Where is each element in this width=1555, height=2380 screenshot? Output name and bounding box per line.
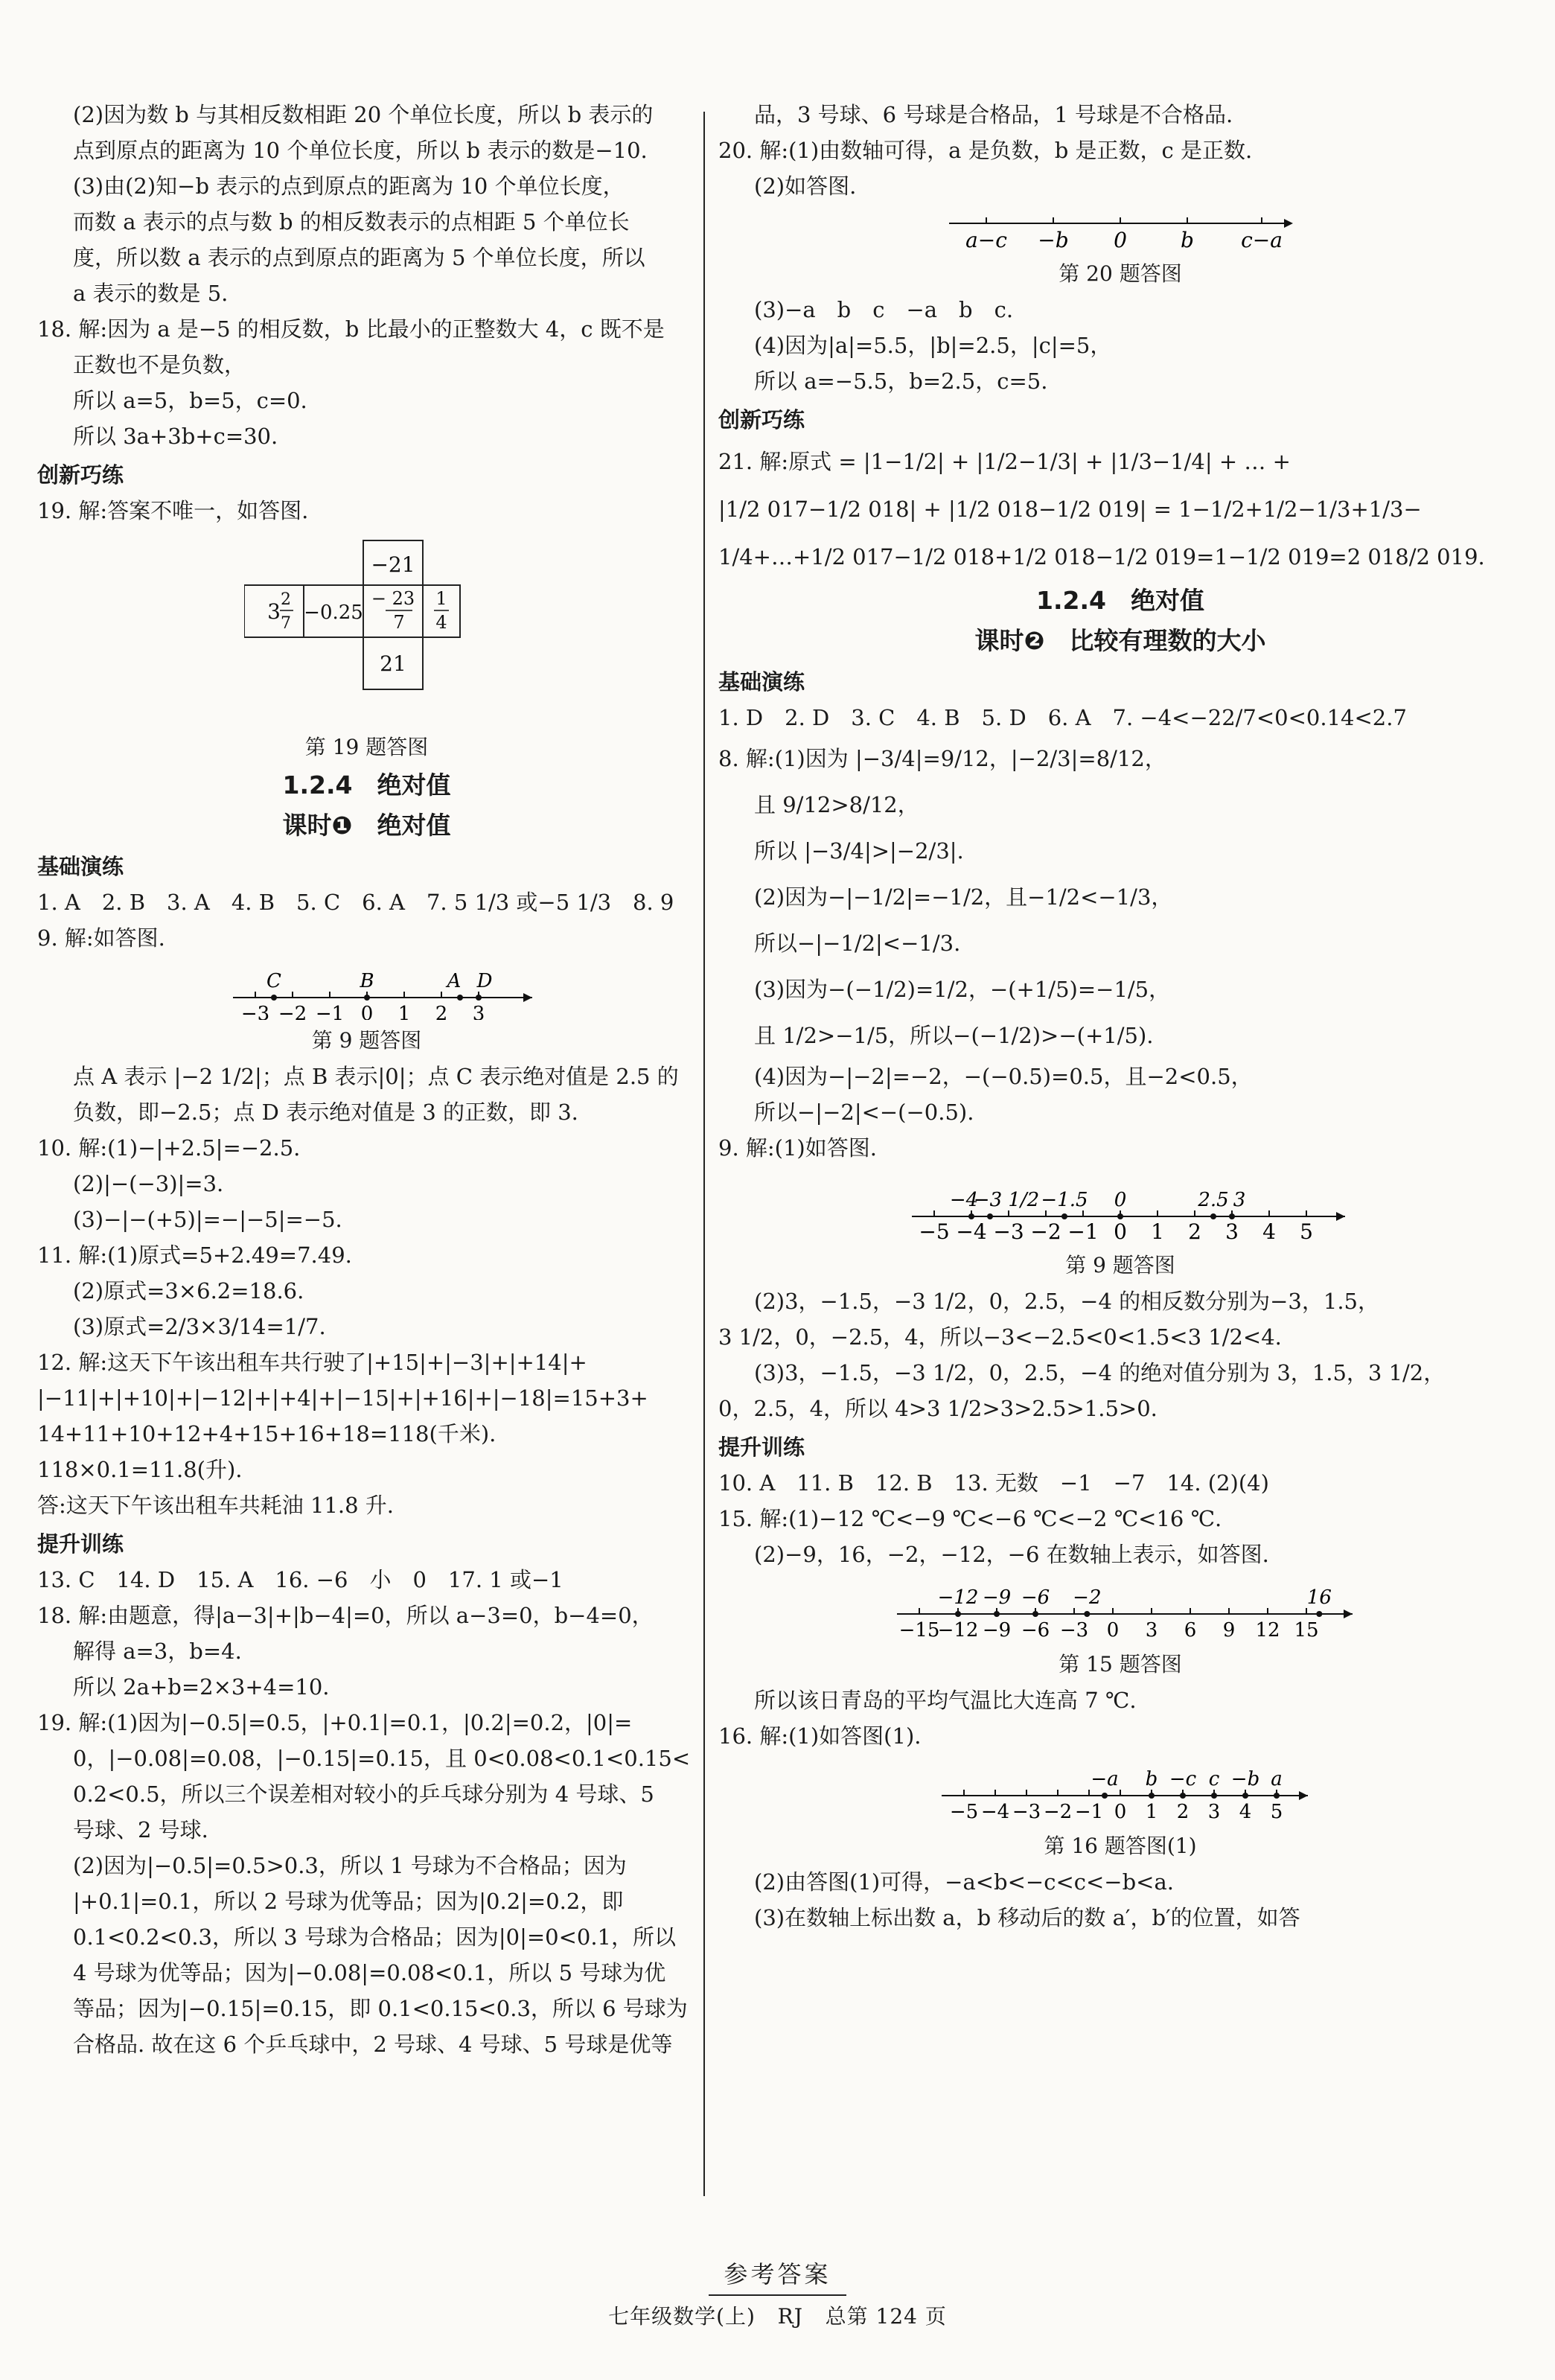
point-label: b: [1181, 228, 1194, 252]
point-label: −12: [937, 1586, 979, 1609]
tick-label: 0: [360, 1003, 373, 1020]
point-label: 0: [1114, 1189, 1127, 1211]
svg-text:7: 7: [392, 612, 405, 633]
footer-grade: 七年级数学(上): [608, 2304, 756, 2329]
q8-line: (3)因为−(−1/2)=1/2，−(+1/5)=−1/5，: [754, 977, 1171, 1002]
point-dot: [271, 995, 277, 1001]
svg-text:3: 3: [266, 599, 281, 624]
q9b-line: (3)3，−1.5，−3 1/2，0，2.5，−4 的绝对值分别为 3，1.5，3 1/2，: [754, 1360, 1446, 1385]
tick-label: −4: [956, 1219, 987, 1244]
q12-line: 12. 解:这天下午该出租车共行驶了|+15|+|−3|+|+14|+: [37, 1350, 587, 1375]
tick-label: −1: [1067, 1219, 1099, 1244]
text-line: (2)因为数 b 与其相反数相距 20 个单位长度，所以 b 表示的: [73, 102, 654, 127]
number-line-q20: [942, 208, 1299, 253]
section-heading: 创新巧练: [37, 462, 124, 488]
tick-label: 0: [1106, 1619, 1120, 1642]
q20-line: 20. 解:(1)由数轴可得，a 是负数，b 是正数，c 是正数.: [718, 138, 1253, 163]
point-label: −c: [1169, 1768, 1197, 1790]
figure-caption: 第 15 题答图: [1059, 1652, 1182, 1676]
tick-label: −5: [949, 1801, 979, 1823]
q9b-line: 3 1/2，0，−2.5，4，所以−3<−2.5<0<1.5<3 1/2<4.: [718, 1324, 1282, 1350]
tick-label: 12: [1255, 1619, 1280, 1642]
tick-label: −9: [982, 1619, 1012, 1642]
tick-label: −4: [980, 1801, 1010, 1823]
q10-line: (2)|−(−3)|=3.: [73, 1171, 224, 1196]
tick-label: 5: [1270, 1801, 1283, 1823]
q8-line: 所以−|−2|<−(−0.5).: [754, 1100, 974, 1125]
tick-label: −6: [1021, 1619, 1050, 1642]
q16b-line: (2)由答图(1)可得，−a<b<−c<c<−b<a.: [754, 1869, 1174, 1895]
tick-label: −3: [1012, 1801, 1041, 1823]
tick-label: −3: [1059, 1619, 1089, 1642]
tick-label: 15: [1294, 1619, 1319, 1642]
point-dot: [476, 995, 482, 1001]
svg-text:1: 1: [435, 588, 447, 609]
point-dot: [1210, 1213, 1216, 1219]
point-dot: [457, 995, 463, 1001]
section-heading: 提升训练: [718, 1435, 805, 1460]
q9-text: 负数，即−2.5；点 D 表示绝对值是 3 的正数，即 3.: [73, 1100, 578, 1125]
q18-line: 所以 3a+3b+c=30.: [73, 424, 278, 449]
q11-line: (3)原式=2/3×3/14=1/7.: [73, 1314, 326, 1339]
q19b-line: 0.2<0.5，所以三个误差相对较小的乒乓球分别为 4 号球、5: [73, 1781, 654, 1807]
text-line: 品，3 号球、6 号球是合格品，1 号球是不合格品.: [754, 102, 1233, 127]
tick-label: 6: [1184, 1619, 1197, 1642]
point-dot: [968, 1213, 974, 1219]
q12-line: 答:这天下午该出租车共耗油 11.8 升.: [37, 1493, 394, 1518]
point-dot: [1242, 1793, 1248, 1799]
q19b-line: 合格品. 故在这 6 个乒乓球中，2 号球、4 号球、5 号球是优等: [73, 2032, 673, 2057]
cube-net-figure: [244, 533, 490, 727]
tick-label: −15: [898, 1619, 940, 1642]
q10-line: (3)−|−(+5)|=−|−5|=−5.: [73, 1207, 342, 1232]
q15-line: (2)−9，16，−2，−12，−6 在数轴上表示，如答图.: [754, 1542, 1269, 1567]
point-label: −6: [1021, 1586, 1050, 1609]
left-column: [37, 97, 696, 2062]
column-divider: [703, 112, 705, 2196]
point-label: −3 1/2: [973, 1189, 1040, 1211]
q8-line: 且 1/2>−1/5，所以−(−1/2)>−(+1/5).: [754, 1023, 1154, 1048]
q19b-line: 号球、2 号球.: [73, 1817, 208, 1843]
q9-line: 9. 解:如答图.: [37, 925, 165, 951]
tick-label: 5: [1300, 1219, 1313, 1244]
tick-label: 9: [1222, 1619, 1236, 1642]
text-line: a 表示的数是 5.: [73, 281, 229, 306]
q9-line: 9. 解:(1)如答图.: [718, 1135, 877, 1161]
page-footer: [0, 2256, 1555, 2330]
point-label: −9: [982, 1586, 1012, 1609]
point-label: b: [1145, 1768, 1158, 1790]
tick-label: 2: [1176, 1801, 1190, 1823]
point-label: −4: [949, 1189, 979, 1211]
q19b-line: 0.1<0.2<0.3，所以 3 号球为合格品；因为|0|=0<0.1，所以: [73, 1924, 677, 1950]
tick-label: −3: [993, 1219, 1024, 1244]
q8-line: 所以−|−1/2|<−1/3.: [754, 931, 961, 956]
q8-line: 且 9/12>8/12，: [754, 792, 919, 817]
answers-line: 1. D 2. D 3. C 4. B 5. D 6. A 7. −4<−22/7<0<0.14<2.7: [718, 705, 1407, 730]
tick-label: −5: [919, 1219, 950, 1244]
tick-label: 4: [1262, 1219, 1276, 1244]
q19b-line: (2)因为|−0.5|=0.5>0.3，所以 1 号球为不合格品；因为: [73, 1853, 627, 1878]
q19-line: 19. 解:答案不唯一，如答图.: [37, 498, 309, 523]
point-label: 16: [1306, 1586, 1332, 1609]
q20b-line: 所以 a=−5.5，b=2.5，c=5.: [754, 369, 1048, 394]
tick-label: 3: [1145, 1619, 1158, 1642]
point-label: C: [266, 970, 281, 992]
answers-line: 10. A 11. B 12. B 13. 无数 −1 −7 14. (2)(4): [718, 1470, 1269, 1496]
q19b-line: 19. 解:(1)因为|−0.5|=0.5，|+0.1|=0.1，|0.2|=0.2，|0|=: [37, 1710, 633, 1735]
point-label: −a: [1091, 1768, 1119, 1790]
tick-label: 3: [1207, 1801, 1221, 1823]
point-label: D: [476, 970, 492, 992]
tick-label: 2: [1188, 1219, 1201, 1244]
answers-line: 1. A 2. B 3. A 4. B 5. C 6. A 7. 5 1/3 或−5 1/3 8. 9: [37, 890, 674, 915]
point-dot: [1117, 1213, 1123, 1219]
axis-arrow: [1344, 1609, 1353, 1618]
tick-label: 4: [1239, 1801, 1252, 1823]
section-title: 1.2.4 绝对值: [282, 771, 451, 800]
point-label: a: [1271, 1768, 1283, 1790]
footer-title: 参考答案: [709, 2256, 846, 2296]
q10-line: 10. 解:(1)−|+2.5|=−2.5.: [37, 1135, 301, 1161]
tick-label: 0: [1114, 1801, 1127, 1823]
tick-label: 2: [435, 1003, 447, 1020]
q8-line: 8. 解:(1)因为 |−3/4|=9/12，|−2/3|=8/12，: [718, 746, 1166, 771]
point-dot: [955, 1611, 961, 1617]
svg-text:− 23: − 23: [371, 588, 415, 609]
net-bottom: 21: [379, 651, 406, 676]
figure-caption: 第 16 题答图(1): [1044, 1834, 1197, 1858]
q12-line: |−11|+|+10|+|−12|+|+4|+|−15|+|+16|+|−18|=15+3+: [37, 1385, 648, 1411]
text-line: 点到原点的距离为 10 个单位长度，所以 b 表示的数是−10.: [73, 138, 648, 163]
axis-arrow: [1336, 1212, 1345, 1221]
point-label: −b: [1038, 228, 1069, 252]
section-heading: 基础演练: [718, 669, 805, 695]
q15b-line: 所以该日青岛的平均气温比大连高 7 ℃.: [754, 1688, 1137, 1713]
tick-label: 1: [397, 1003, 410, 1020]
point-dot: [1084, 1611, 1090, 1617]
q12-line: 14+11+10+12+4+15+16+18=118(千米).: [37, 1421, 496, 1446]
point-dot: [1032, 1611, 1038, 1617]
net-top: −21: [370, 552, 415, 577]
tick-label: 3: [1225, 1219, 1239, 1244]
q21-line: |1/2 017−1/2 018| + |1/2 018−1/2 019| = 1−1/2+1/2−1/3+1/3−: [718, 497, 1422, 522]
q18b-line: 18. 解:由题意，得|a−3|+|b−4|=0，所以 a−3=0，b−4=0，: [37, 1603, 654, 1628]
svg-text:2: 2: [280, 590, 291, 609]
tick-label: −2: [278, 1003, 307, 1020]
q19b-line: 4 号球为优等品；因为|−0.08|=0.08<0.1，所以 5 号球为优: [73, 1960, 666, 1985]
q20b-line: (3)−a b c −a b c.: [754, 297, 1014, 322]
q21-line: 21. 解:原式 = |1−1/2| + |1/2−1/3| + |1/3−1/4| + … +: [718, 449, 1291, 474]
tick-label: 1: [1145, 1801, 1158, 1823]
tick-label: −1: [1074, 1801, 1104, 1823]
svg-text:4: 4: [435, 612, 447, 633]
q18-line: 正数也不是负数，: [73, 352, 246, 377]
number-line-q15: [882, 1577, 1358, 1644]
figure-caption: 第 9 题答图: [311, 1028, 422, 1053]
section-heading: 基础演练: [37, 854, 124, 879]
lesson-title: 课时❶ 绝对值: [282, 811, 451, 840]
point-label: −2: [1073, 1586, 1102, 1609]
text-line: 度，所以数 a 表示的点到原点的距离为 5 个单位长度，所以: [73, 245, 645, 270]
section-heading: 提升训练: [37, 1531, 124, 1557]
point-label: 2.5: [1198, 1189, 1229, 1211]
footer-info: [0, 2300, 1555, 2330]
point-label: −1.5: [1041, 1189, 1088, 1211]
right-column: [718, 97, 1522, 1936]
number-line-q9b: [890, 1170, 1351, 1245]
q11-line: (2)原式=3×6.2=18.6.: [73, 1278, 304, 1304]
point-label: 3: [1233, 1189, 1246, 1211]
q8-line: 所以 |−3/4|>|−2/3|.: [754, 838, 964, 864]
point-label: −b: [1230, 1768, 1260, 1790]
q9-text: 点 A 表示 |−2 1/2|；点 B 表示|0|；点 C 表示绝对值是 2.5 的: [73, 1064, 679, 1089]
point-label: c−a: [1241, 228, 1283, 252]
q8-line: (4)因为−|−2|=−2，−(−0.5)=0.5，且−2<0.5，: [754, 1064, 1253, 1089]
point-dot: [1180, 1793, 1186, 1799]
point-label: A: [447, 970, 461, 992]
number-line-q9: [196, 960, 538, 1020]
point-dot: [994, 1611, 1000, 1617]
tick-label: −1: [315, 1003, 344, 1020]
answers-line: 13. C 14. D 15. A 16. −6 小 0 17. 1 或−1: [37, 1567, 563, 1592]
tick-label: −3: [240, 1003, 269, 1020]
tick-label: −2: [1043, 1801, 1073, 1823]
axis-arrow: [523, 993, 532, 1002]
footer-edition: RJ: [777, 2304, 803, 2329]
point-dot: [1229, 1213, 1235, 1219]
tick-label: 0: [1114, 1219, 1127, 1244]
point-dot: [1316, 1611, 1322, 1617]
point-dot: [364, 995, 370, 1001]
q16-line: 16. 解:(1)如答图(1).: [718, 1723, 922, 1749]
text-line: (3)由(2)知−b 表示的点到原点的距离为 10 个单位长度，: [73, 173, 625, 199]
axis-arrow: [1284, 219, 1293, 228]
tick-label: 1: [1151, 1219, 1164, 1244]
point-dot: [1149, 1793, 1155, 1799]
q9b-line: (2)3，−1.5，−3 1/2，0，2.5，−4 的相反数分别为−3，1.5，: [754, 1289, 1379, 1314]
point-label: a−c: [965, 228, 1007, 252]
point-label: B: [359, 970, 374, 992]
q19b-line: 等品；因为|−0.15|=0.15，即 0.1<0.15<0.3，所以 6 号球为: [73, 1996, 688, 2021]
q19b-line: |+0.1|=0.1，所以 2 号球为优等品；因为|0.2|=0.2，即: [73, 1889, 624, 1914]
point-label: c: [1208, 1768, 1220, 1790]
q15-line: 15. 解:(1)−12 ℃<−9 ℃<−6 ℃<−2 ℃<16 ℃.: [718, 1506, 1222, 1531]
q8-line: (2)因为−|−1/2|=−1/2，且−1/2<−1/3，: [754, 884, 1173, 910]
q18-line: 18. 解:因为 a 是−5 的相反数，b 比最小的正整数大 4，c 既不是: [37, 316, 665, 342]
q9b-line: 0，2.5，4，所以 4>3 1/2>3>2.5>1.5>0.: [718, 1396, 1158, 1421]
point-dot: [1102, 1793, 1108, 1799]
figure-caption: 第 20 题答图: [1059, 261, 1182, 286]
svg-text:−0.25: −0.25: [303, 602, 363, 624]
q12-line: 118×0.1=11.8(升).: [37, 1457, 243, 1482]
figure-caption: 第 9 题答图: [1065, 1253, 1175, 1277]
text-line: 而数 a 表示的点与数 b 的相反数表示的点相距 5 个单位长: [73, 209, 630, 235]
point-label: 0: [1114, 228, 1127, 252]
figure-caption: 第 19 题答图: [304, 735, 429, 759]
tick-label: −2: [1030, 1219, 1061, 1244]
point-dot: [1211, 1793, 1217, 1799]
q18b-line: 所以 2a+b=2×3+4=10.: [73, 1674, 330, 1700]
q20-line: (2)如答图.: [754, 173, 857, 199]
q11-line: 11. 解:(1)原式=5+2.49=7.49.: [37, 1242, 352, 1268]
point-dot: [1274, 1793, 1280, 1799]
tick-label: −12: [937, 1619, 979, 1642]
point-dot: [1061, 1213, 1067, 1219]
number-line-q16: [927, 1758, 1314, 1825]
q18-line: 所以 a=5，b=5，c=0.: [73, 388, 307, 413]
tick-label: 3: [472, 1003, 485, 1020]
q21-line: 1/4+…+1/2 017−1/2 018+1/2 018−1/2 019=1−1/2 019=2 018/2 019.: [718, 544, 1485, 570]
q20b-line: (4)因为|a|=5.5，|b|=2.5，|c|=5，: [754, 333, 1112, 358]
footer-page: 总第 124 页: [825, 2304, 947, 2329]
q19b-line: 0，|−0.08|=0.08，|−0.15|=0.15，且 0<0.08<0.1<0.15<: [73, 1746, 691, 1771]
q18b-line: 解得 a=3，b=4.: [73, 1639, 242, 1664]
axis-arrow: [1299, 1791, 1308, 1800]
section-title: 1.2.4 绝对值: [1036, 586, 1204, 615]
lesson-title: 课时❷ 比较有理数的大小: [974, 626, 1266, 655]
point-dot: [987, 1213, 993, 1219]
svg-text:7: 7: [280, 614, 291, 633]
section-heading: 创新巧练: [718, 407, 805, 433]
q16b-line: (3)在数轴上标出数 a，b 移动后的数 a′，b′的位置，如答: [754, 1905, 1300, 1930]
